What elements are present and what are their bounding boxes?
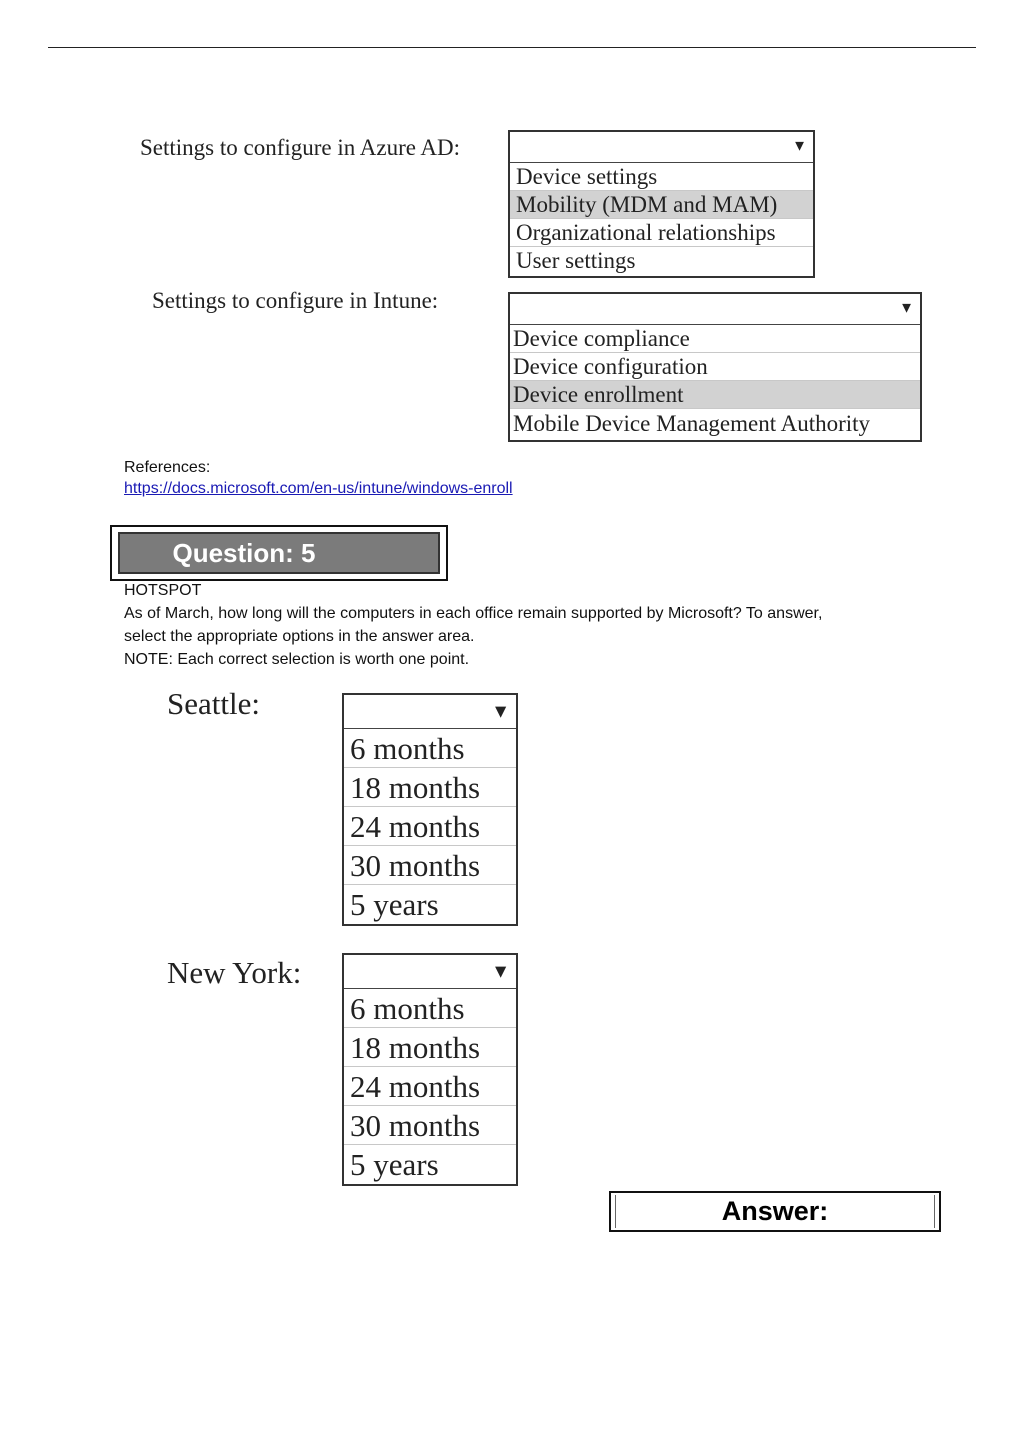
azure-settings-dropdown[interactable] [508,130,815,278]
newyork-dropdown-header[interactable] [344,955,516,989]
question-text-line1: As of March, how long will the computers in each office remain supported by Microsoft? To answer, [124,605,823,622]
intune-settings-label: Settings to configure in Intune: [152,288,439,313]
seattle-label: Seattle: [167,686,260,721]
intune-option[interactable]: Mobile Device Management Authority [513,411,871,436]
question-note: NOTE: Each correct selection is worth one point. [124,651,470,668]
azure-option[interactable]: Organizational relationships [510,219,813,247]
newyork-option[interactable]: 5 years [350,1147,439,1182]
intune-settings-dropdown[interactable] [508,292,922,442]
seattle-dropdown-header[interactable] [344,695,516,729]
intune-option[interactable]: Device configuration [510,353,920,381]
newyork-dropdown[interactable] [342,953,518,1186]
azure-option[interactable]: Device settings [510,163,813,191]
azure-option[interactable]: User settings [516,248,636,273]
intune-dropdown-header[interactable] [510,294,920,325]
newyork-option[interactable]: 30 months [344,1106,516,1145]
dropdown-arrow-icon[interactable]: ▼ [491,961,510,982]
intune-option-selected[interactable]: Device enrollment [510,381,920,409]
newyork-option[interactable]: 24 months [344,1067,516,1106]
seattle-dropdown[interactable] [342,693,518,926]
azure-settings-label: Settings to configure in Azure AD: [140,135,461,160]
dropdown-arrow-icon[interactable]: ▼ [792,138,807,155]
seattle-option[interactable]: 24 months [344,807,516,846]
question-type: HOTSPOT [124,582,202,599]
question-text-line2: select the appropriate options in the answer area. [124,628,475,645]
intune-option[interactable]: Device compliance [510,325,920,353]
references-label: References: [124,459,211,476]
seattle-option[interactable]: 5 years [350,887,439,922]
seattle-option[interactable]: 30 months [344,846,516,885]
newyork-option[interactable]: 6 months [344,989,516,1028]
newyork-option[interactable]: 18 months [344,1028,516,1067]
seattle-option[interactable]: 18 months [344,768,516,807]
azure-dropdown-header[interactable] [510,132,813,163]
top-rule [48,47,976,48]
answer-label: Answer: [721,1196,829,1226]
azure-option-selected[interactable]: Mobility (MDM and MAM) [510,191,813,219]
question-header [110,525,448,581]
question-title: Question: 5 [172,537,316,568]
reference-link[interactable]: https://docs.microsoft.com/en-us/intune/windows-enroll [124,480,513,497]
dropdown-arrow-icon[interactable]: ▼ [899,300,914,317]
answer-header [609,1191,941,1232]
seattle-option[interactable]: 6 months [344,729,516,768]
dropdown-arrow-icon[interactable]: ▼ [491,701,510,722]
newyork-label: New York: [167,955,302,990]
